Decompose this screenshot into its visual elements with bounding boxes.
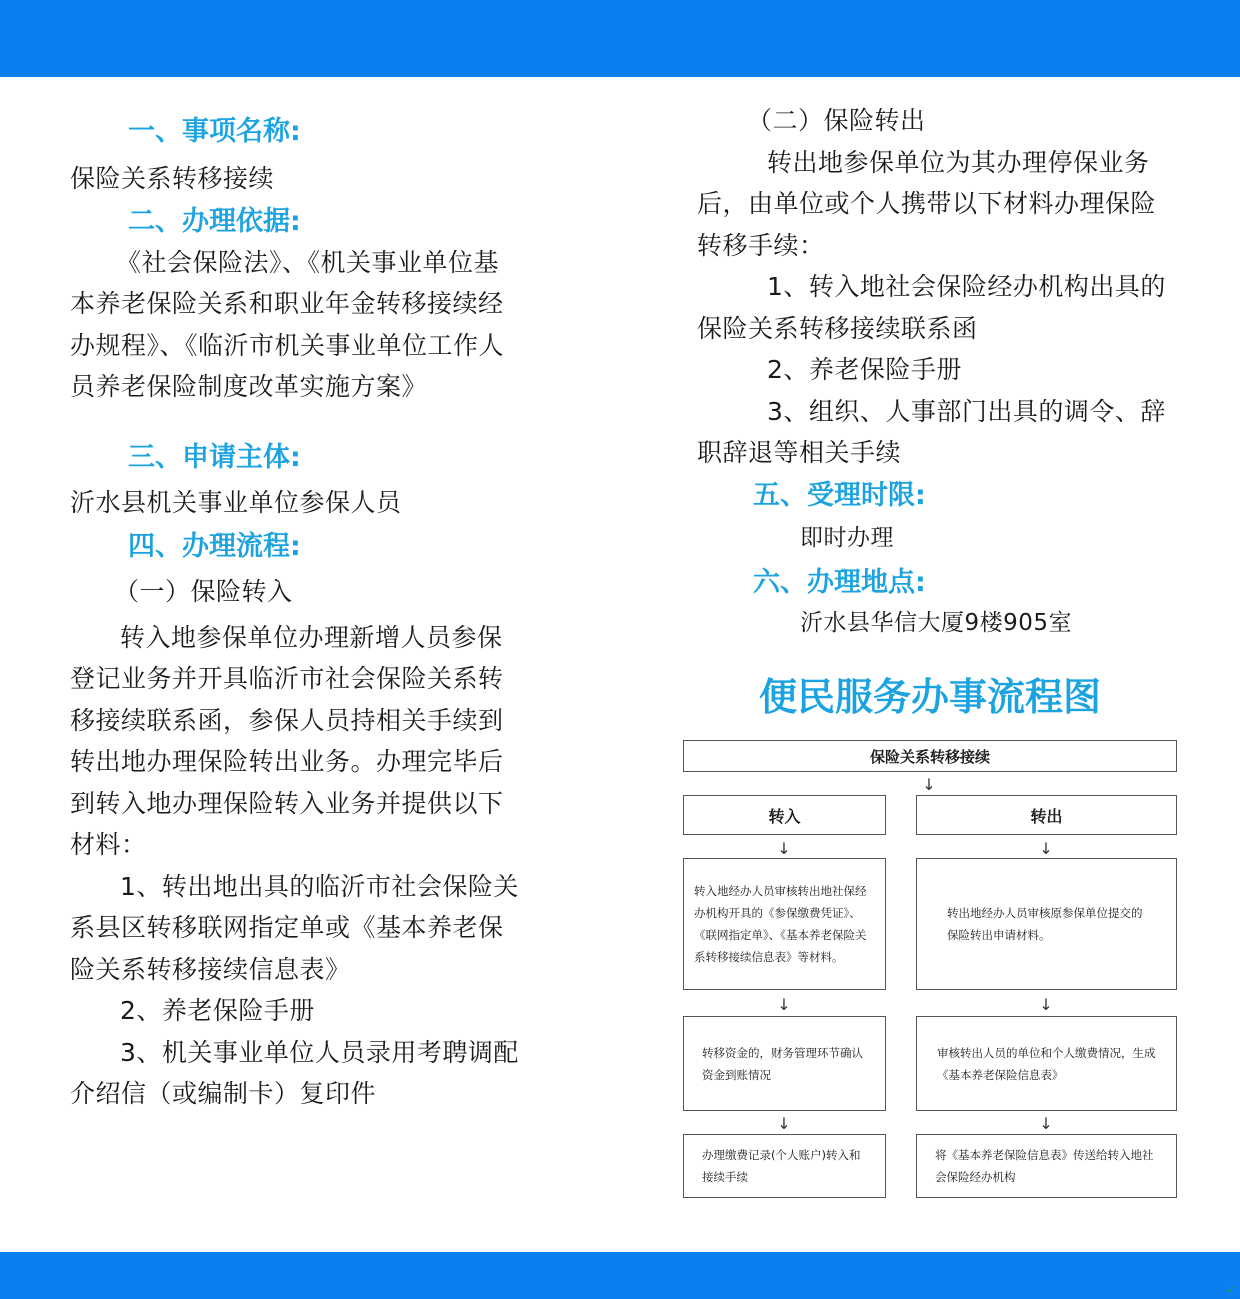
arrow-down-icon: ↓ <box>1039 1114 1053 1133</box>
item-name-text: 保险关系转移接续 <box>70 164 275 193</box>
flow-top-box: 保险关系转移接续 <box>683 740 1177 772</box>
transfer-in-item-2: 2、养老保险手册 <box>120 996 315 1025</box>
transfer-out-item-3: 3、组织、人事部门出具的调令、辞职辞退等相关手续 <box>697 396 1166 467</box>
arrow-down-icon: ↓ <box>777 1114 791 1133</box>
heading-item-name: 一、事项名称: <box>128 116 301 147</box>
flow-in-step-3: 办理缴费记录(个人账户)转入和接续手续 <box>683 1134 886 1198</box>
heading-basis: 二、办理依据: <box>128 205 301 237</box>
left-column <box>70 112 520 1115</box>
flow-out-step-2: 审核转出人员的单位和个人缴费情况，生成《基本养老保险信息表》 <box>916 1016 1177 1111</box>
transfer-out-description: 转出地参保单位为其办理停保业务后，由单位或个人携带以下材料办理保险转移手续： <box>697 147 1157 260</box>
transfer-in-item-1: 1、转出地出具的临沂市社会保险关系县区转移联网指定单或《基本养老保险关系转移接续信息表》 <box>70 871 519 984</box>
transfer-in-description: 转入地参保单位办理新增人员参保登记业务并开具临沂市社会保险关系转移接续联系函，参保人员持相关手续到转出地办理保险转出业务。办理完毕后到转入地办理保险转入业务并提供以下材料： <box>70 622 504 859</box>
flow-in-step-2: 转移资金的，财务管理环节确认资金到账情况 <box>683 1016 886 1111</box>
right-column <box>697 100 1167 645</box>
top-color-band <box>0 0 1240 77</box>
heading-subject: 三、申请主体: <box>128 441 301 473</box>
sub-heading-transfer-out: （二）保险转出 <box>747 106 926 135</box>
heading-process: 四、办理流程: <box>128 531 301 562</box>
corner-check-icon: ✓ <box>1226 1285 1236 1296</box>
arrow-down-icon: ↓ <box>1039 995 1053 1014</box>
transfer-out-item-1: 1、转入地社会保险经办机构出具的保险关系转移接续联系函 <box>697 272 1166 343</box>
time-limit-text: 即时办理 <box>800 524 894 551</box>
flow-out-step-1: 转出地经办人员审核原参保单位提交的保险转出申请材料。 <box>916 858 1177 990</box>
basis-text: 《社会保险法》、《机关事业单位基本养老保险关系和职业年金转移接续经办规程》、《临沂市机关事业单位工作人员养老保险制度改革实施方案》 <box>70 247 505 401</box>
location-text: 沂水县华信大厦9楼905室 <box>800 610 1073 636</box>
flowchart-title: 便民服务办事流程图 <box>758 675 1101 719</box>
arrow-down-icon: ↓ <box>922 775 936 794</box>
arrow-down-icon: ↓ <box>1039 839 1053 858</box>
sub-heading-transfer-in: （一）保险转入 <box>114 577 293 606</box>
bottom-color-band <box>0 1252 1240 1299</box>
subject-text: 沂水县机关事业单位参保人员 <box>70 487 402 517</box>
flow-in-step-1: 转入地经办人员审核转出地社保经办机构开具的《参保缴费凭证》、《联网指定单》、《基本养老保险关系转移接续信息表》等材料。 <box>683 858 886 990</box>
heading-location: 六、办理地点: <box>753 567 926 598</box>
transfer-in-item-3: 3、机关事业单位人员录用考聘调配介绍信（或编制卡）复印件 <box>70 1037 519 1108</box>
arrow-down-icon: ↓ <box>777 839 791 858</box>
flow-out-step-3: 将《基本养老保险信息表》传送给转入地社会保险经办机构 <box>916 1134 1177 1198</box>
flow-in-box: 转入 <box>683 795 886 835</box>
transfer-out-item-2: 2、养老保险手册 <box>767 355 962 384</box>
arrow-down-icon: ↓ <box>777 995 791 1014</box>
flow-out-box: 转出 <box>916 795 1177 835</box>
heading-time-limit: 五、受理时限: <box>753 479 926 511</box>
